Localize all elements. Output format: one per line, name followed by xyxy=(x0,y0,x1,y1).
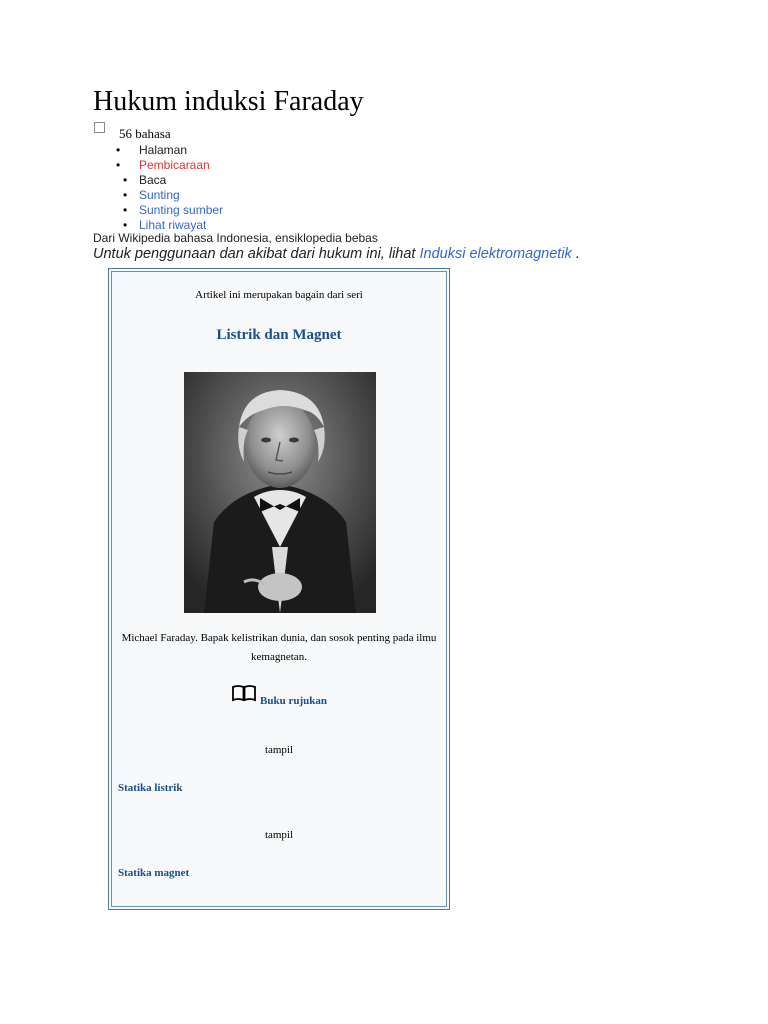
bullet-icon: • xyxy=(116,158,121,172)
portrait-caption: Michael Faraday. Bapak kelistrikan dunia, dan sosok penting pada ilmu kemagnetan. xyxy=(121,632,437,663)
series-title-link[interactable]: Listrik dan Magnet xyxy=(216,327,342,343)
tab-baca[interactable]: Baca xyxy=(139,173,167,187)
bullet-icon: • xyxy=(123,218,128,232)
show-toggle-statika-listrik[interactable]: tampil xyxy=(264,744,294,756)
reference-book-link[interactable]: Buku rujukan xyxy=(260,695,327,707)
faraday-portrait[interactable] xyxy=(184,372,376,613)
hatnote-end: . xyxy=(575,246,580,262)
bullet-icon: • xyxy=(123,203,128,217)
show-toggle-statika-magnet[interactable]: tampil xyxy=(264,829,294,841)
tab-lihat-riwayat[interactable]: Lihat riwayat xyxy=(139,218,207,232)
bullet-icon: • xyxy=(116,143,121,157)
site-subtitle: Dari Wikipedia bahasa Indonesia, ensiklopedia bebas xyxy=(93,231,378,245)
series-intro: Artikel ini merupakan bagain dari seri xyxy=(195,289,363,301)
series-infobox xyxy=(108,268,450,910)
tab-sunting-sumber[interactable]: Sunting sumber xyxy=(139,203,224,217)
tab-sunting[interactable]: Sunting xyxy=(139,188,180,202)
hatnote-text: Untuk penggunaan dan akibat dari hukum ini, lihat xyxy=(93,246,420,262)
bullet-icon: • xyxy=(123,173,128,187)
language-count[interactable]: 56 bahasa xyxy=(119,126,171,141)
tab-halaman[interactable]: Halaman xyxy=(139,143,188,157)
hatnote xyxy=(93,245,580,263)
section-statika-magnet[interactable]: Statika magnet xyxy=(118,867,190,879)
hatnote-link[interactable]: Induksi elektromagnetik xyxy=(419,246,572,262)
book-icon xyxy=(231,684,257,702)
language-checkbox-icon[interactable] xyxy=(94,122,105,133)
section-statika-listrik[interactable]: Statika listrik xyxy=(118,782,183,794)
page-title: Hukum induksi Faraday xyxy=(93,86,364,117)
tab-pembicaraan[interactable]: Pembicaraan xyxy=(139,158,210,172)
bullet-icon: • xyxy=(123,188,128,202)
